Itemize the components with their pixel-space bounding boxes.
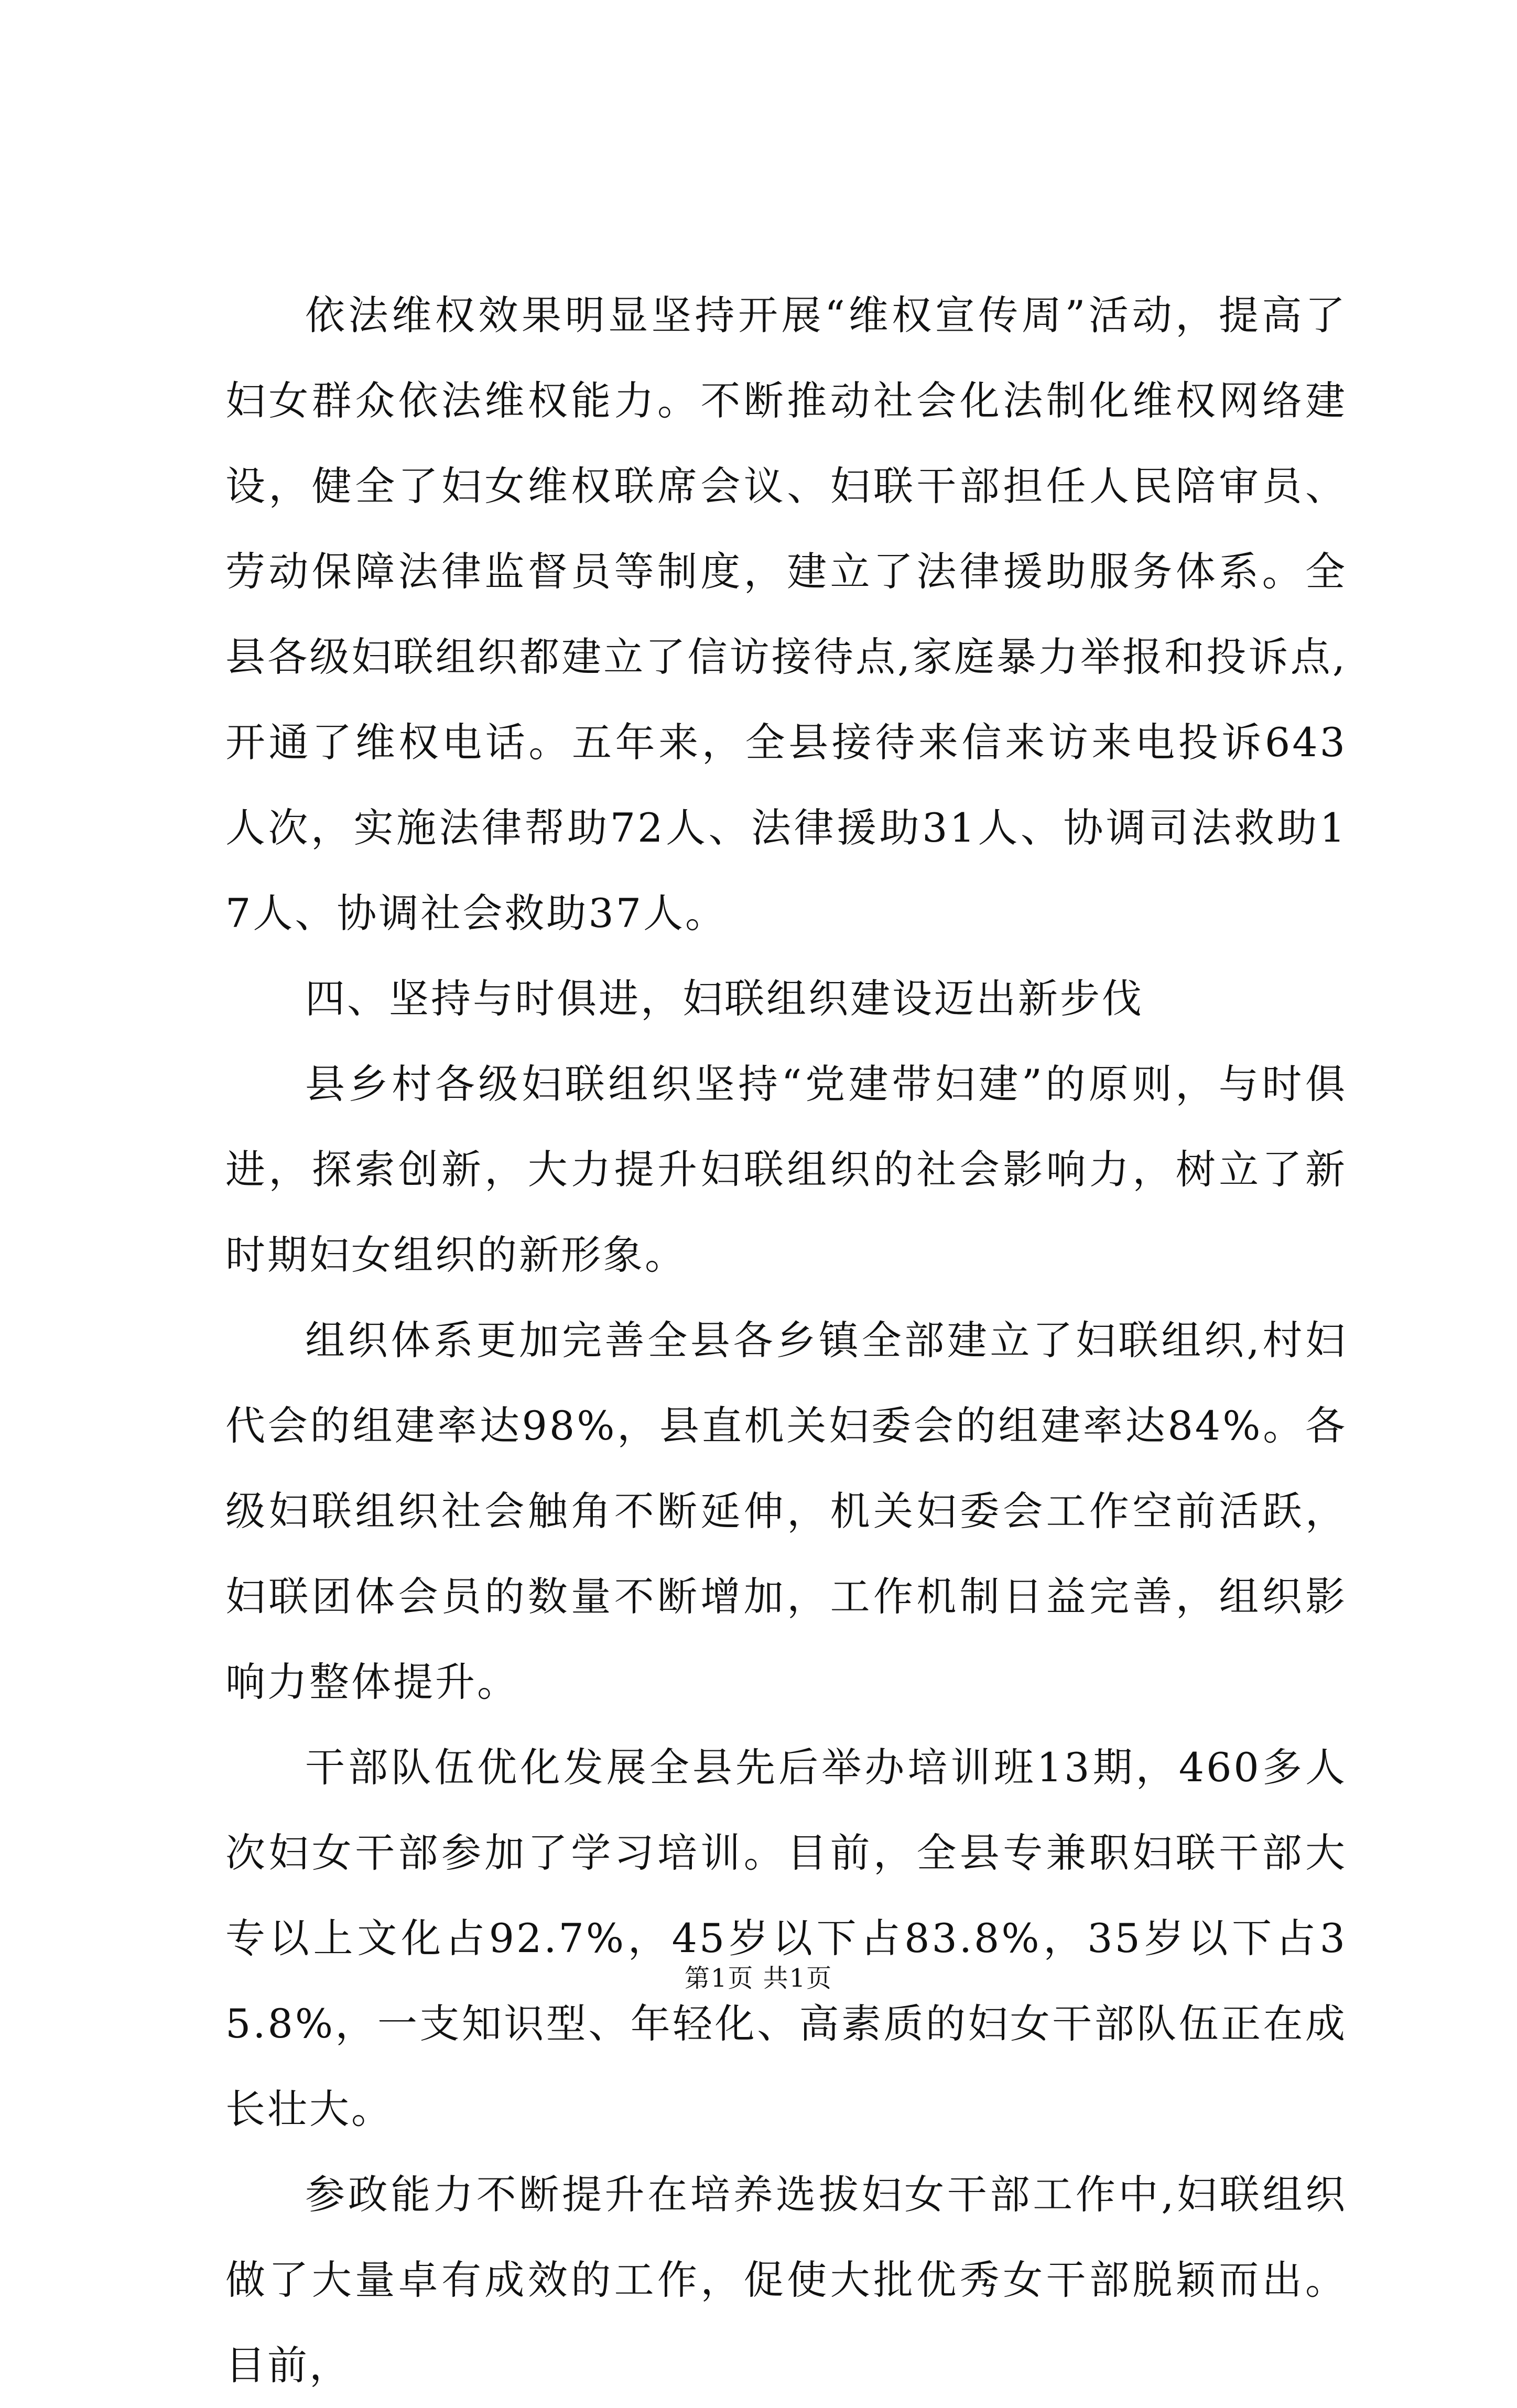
page-footer: 第1页 共1页 — [684, 1964, 833, 1993]
paragraph-cadre-team: 干部队伍优化发展全县先后举办培训班13期，460多人次妇女干部参加了学习培训。目前，全县专兼职妇联干部大专以上文化占92.7%，45岁以下占83.8%，35岁以下占35.8%，一支知识型、年轻化、高素质的妇女干部队伍正在成长壮大。 — [225, 1744, 1347, 2132]
section-heading-organization: 四、坚持与时俱进，妇联组织建设迈出新步伐 — [305, 975, 1144, 1022]
paragraph-rights-protection: 依法维权效果明显坚持开展“维权宣传周”活动，提高了妇女群众依法维权能力。不断推动社会化法制化维权网络建设，健全了妇女维权联席会议、妇联干部担任人民陪审员、劳动保障法律监督员等制度，建立了法律援助服务体系。全县各级妇联组织都建立了信访接待点,家庭暴力举报和投诉点,开通了维权电话。五年来，全县接待来信来访来电投诉643人次，实施法律帮助72人、法律援助31人、协调司法救助17人、协调社会救助37人。 — [225, 292, 1347, 936]
paragraph-organization-system: 组织体系更加完善全县各乡镇全部建立了妇联组织,村妇代会的组建率达98%，县直机关妇委会的组建率达84%。各级妇联组织社会触角不断延伸，机关妇委会工作空前活跃，妇联团体会员的数量不断增加，工作机制日益完善，组织影响力整体提升。 — [225, 1317, 1347, 1705]
paragraph-political-participation: 参政能力不断提升在培养选拔妇女干部工作中,妇联组织做了大量卓有成效的工作，促使大批优秀女干部脱颖而出。目前， — [225, 2171, 1347, 2389]
paragraph-organization-intro: 县乡村各级妇联组织坚持“党建带妇建”的原则，与时俱进，探索创新，大力提升妇联组织的社会影响力，树立了新时期妇女组织的新形象。 — [225, 1061, 1347, 1278]
body-text — [225, 273, 1347, 2408]
